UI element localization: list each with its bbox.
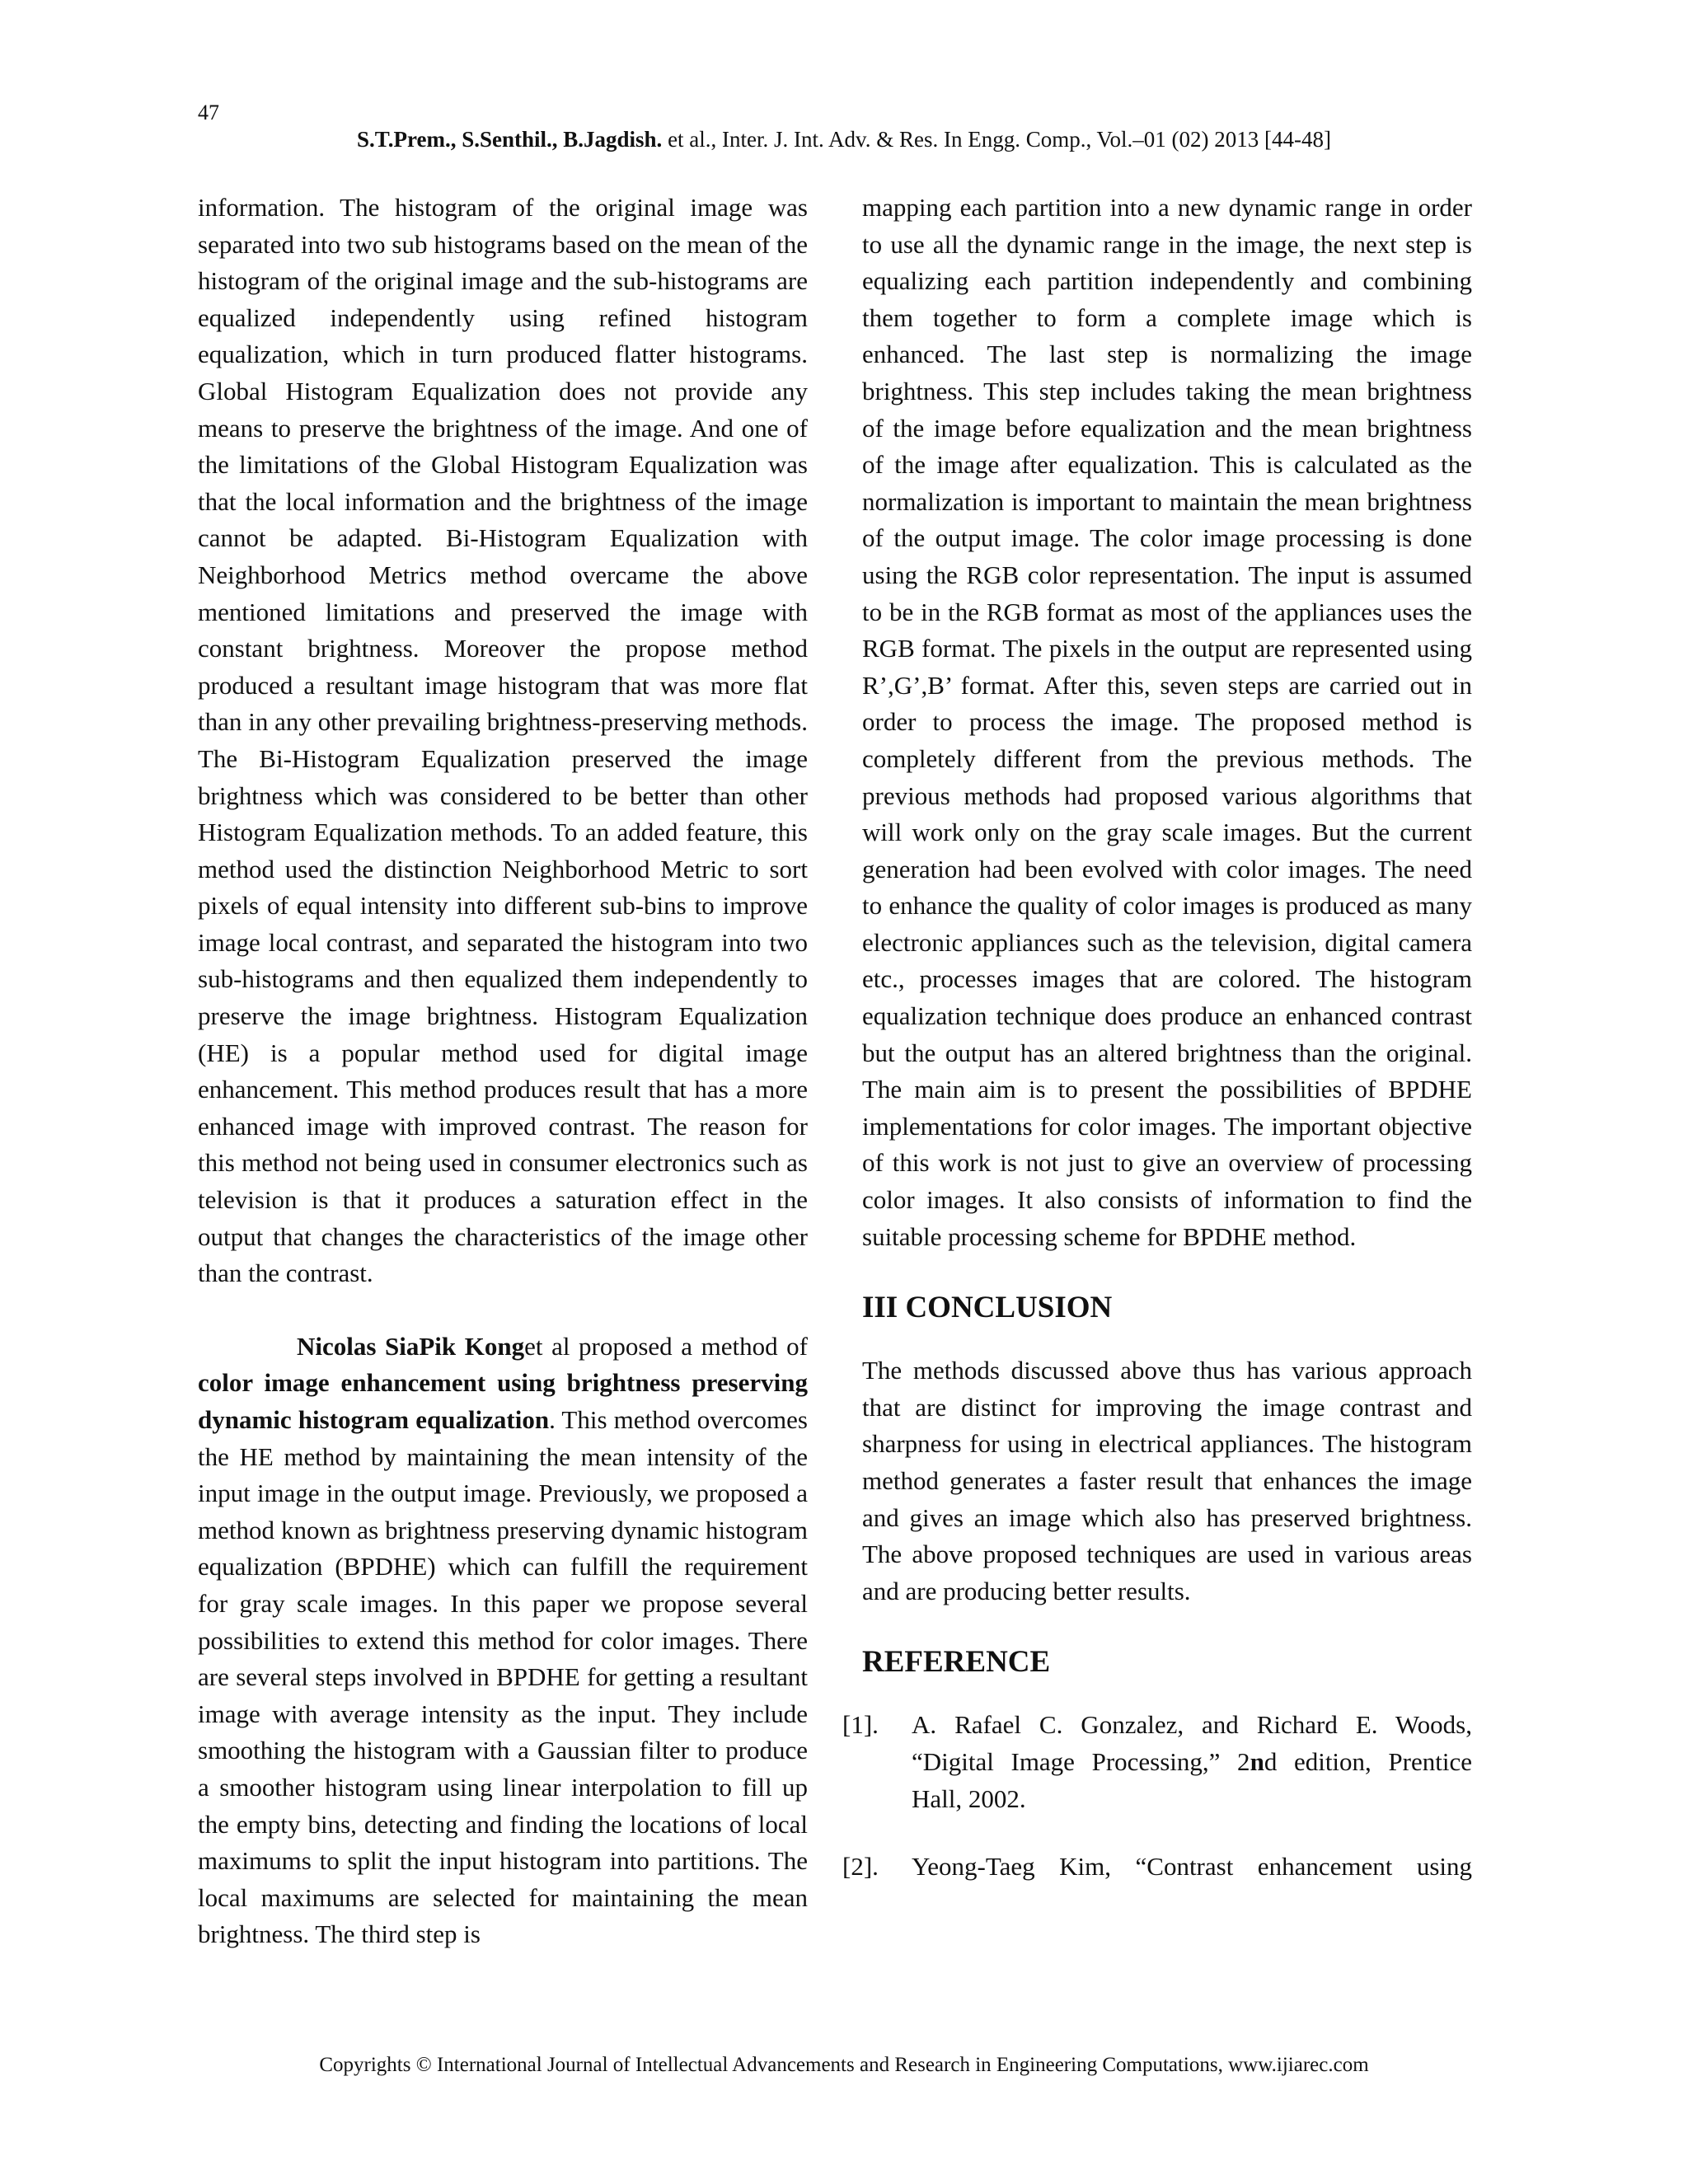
reference-text-part: d edition, Prentice Hall, 2002. (912, 1746, 1472, 1813)
reference-number: [1]. (842, 1710, 879, 1740)
page-footer: Copyrights © International Journal of Intellectual Advancements and Research in Engineering Computations, www.ijiarec.com (319, 2054, 1369, 2076)
reference-heading: REFERENCE (862, 1645, 1051, 1680)
body-paragraph: mapping each partition into a new dynamic range in order to use all the dynamic range in the image, the next step is equalizing each partition independently and combining them together to form a complete image which is enhanced. The last step is normalizing the image brightness. This step includes taking the mean brightness of the image before equalization and the mean brightness of the image after equalization. This is calculated as the normalization is important to maintain the mean brightness of the output image. The color image processing is done using the RGB color representation. The input is assumed to be in the RGB format as most of the appliances uses the RGB format. The pixels in the output are represented using R’,G’,B’ format. After this, seven steps are carried out in order to process the image. The proposed method is completely different from the previous methods. The previous methods had proposed various algorithms that will work only on the gray scale images. But the current generation had been evolved with color images. The need to enhance the quality of color images is produced as many electronic appliances such as the television, digital camera etc., processes images that are colored. The histogram equalization technique does produce an enhanced contrast but the output has an altered brightness than the original. The main aim is to present the possibilities of BPDHE implementations for color images. The important objective of this work is not just to give an overview of processing color images. It also consists of information to find the suitable processing scheme for BPDHE method. (862, 193, 1472, 1251)
paragraph-text: et al proposed a method of (524, 1331, 808, 1361)
left-column (198, 190, 808, 1953)
reference-number: [2]. (842, 1852, 879, 1882)
conclusion-heading: III CONCLUSION (862, 1291, 1113, 1325)
reference-text-bold: n (1250, 1746, 1264, 1776)
body-paragraph (198, 1329, 808, 1953)
page-number: 47 (198, 101, 219, 124)
paragraph-text: . This method overcomes the HE method by maintaining the mean intensity of the input image in the output image. Previously, we proposed a method known as brightness preserving dynamic histogram equalization (BPDHE) which can fulfill the requirement for gray scale images. In this paper we propose several possibilities to extend this method for color images. There are several steps involved in BPDHE for getting a resultant image with average intensity as the input. They include smoothing the histogram with a Gaussian filter to produce a smoother histogram using linear interpolation to fill up the empty bins, detecting and finding the locations of local maximums to split the input histogram into partitions. The local maximums are selected for maintaining the mean brightness. The third step is (198, 1405, 808, 1949)
reference-item (842, 1707, 1472, 1817)
header-citation: et al., Inter. J. Int. Adv. & Res. In Engg. Comp., Vol.–01 (02) 2013 [44-48] (662, 127, 1331, 152)
reference-text (912, 1707, 1472, 1817)
running-header (0, 127, 1688, 152)
reference-text (912, 1849, 1472, 1886)
reference-text-part: A. Rafael C. Gonzalez, and Richard E. Woods, “Digital Image Processing,” 2 (912, 1710, 1472, 1776)
right-column (842, 190, 1472, 1917)
conclusion-paragraph: The methods discussed above thus has various approach that are distinct for improving the image contrast and sharpness for using in electrical appliances. The histogram method generates a faster result that enhances the image and gives an image which also has preserved brightness. The above proposed techniques are used in various areas and are producing better results. (862, 1356, 1472, 1605)
reference-text-part: Yeong-Taeg Kim, “Contrast enhancement using (912, 1852, 1472, 1882)
cited-author: Nicolas SiaPik Kong (297, 1331, 525, 1361)
body-paragraph: information. The histogram of the original image was separated into two sub histograms based on the mean of the histogram of the original image and the sub-histograms are equalized independently using refined histogram equalization, which in turn produced flatter histograms. Global Histogram Equalization does not provide any means to preserve the brightness of the image. And one of the limitations of the Global Histogram Equalization was that the local information and the brightness of the image cannot be adapted. Bi-Histogram Equalization with Neighborhood Metrics method overcame the above mentioned limitations and preserved the image with constant brightness. Moreover the propose method produced a resultant image histogram that was more flat than in any other prevailing brightness-preserving methods. The Bi-Histogram Equalization preserved the image brightness which was considered to be better than other Histogram Equalization methods. To an added feature, this method used the distinction Neighborhood Metric to sort pixels of equal intensity into different sub-bins to improve image local contrast, and separated the histogram into two sub-histograms and then equalized them independently to preserve the image brightness. Histogram Equalization (HE) is a popular method used for digital image enhancement. This method produces result that has a more enhanced image with improved contrast. The reason for this method not being used in consumer electronics such as television is that it produces a saturation effect in the output that changes the characteristics of the image other than the contrast. (198, 193, 808, 1288)
reference-item (842, 1849, 1472, 1886)
header-authors: S.T.Prem., S.Senthil., B.Jagdish. (356, 127, 663, 152)
cited-method-title: color image enhancement using brightness preserving dynamic histogram equalization (198, 1368, 808, 1434)
